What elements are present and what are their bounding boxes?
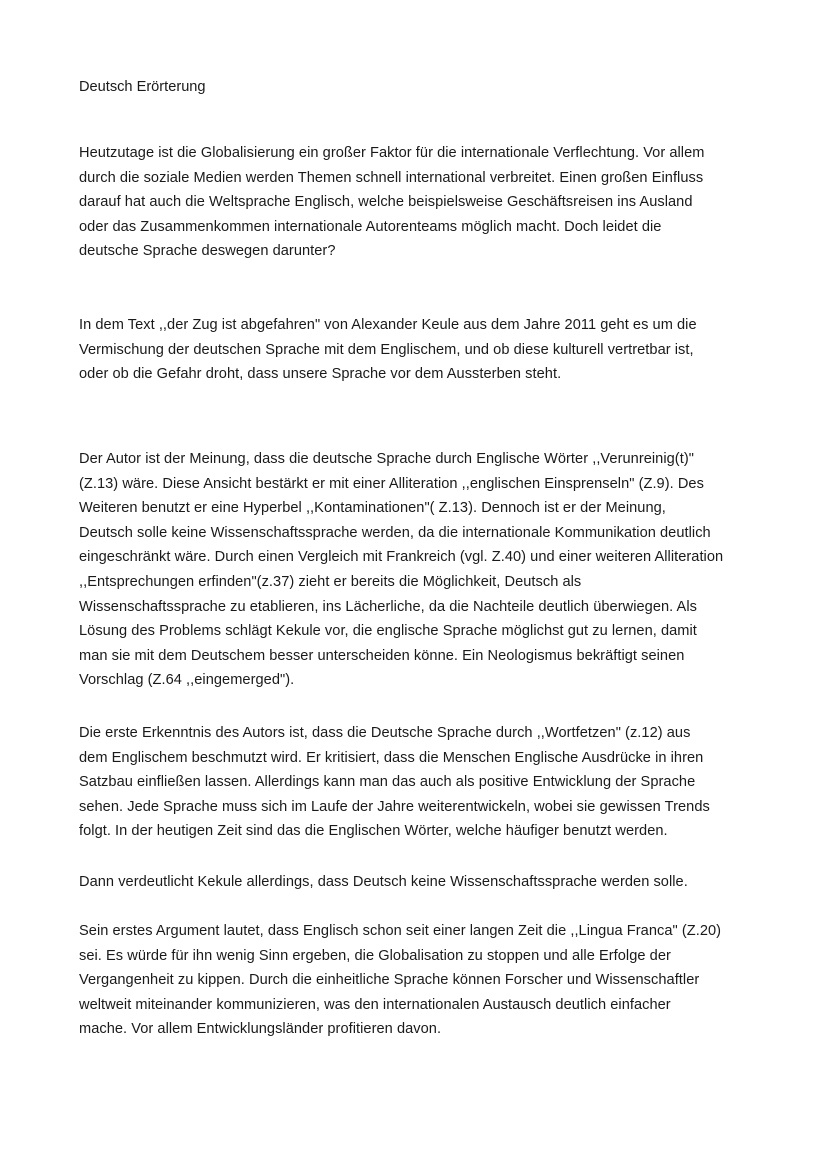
text-line: (Z.13) wäre. Diese Ansicht bestärkt er mit einer Alliteration ,,englischen Einsprenseln" (Z.9). Des [79, 475, 704, 492]
text-line: sei. Es würde für ihn wenig Sinn ergeben, die Globalisation zu stoppen und alle Erfolge der [79, 947, 671, 964]
paragraph-first-insight [79, 721, 759, 844]
text-line: darauf hat auch die Weltsprache Englisch, welche beispielsweise Geschäftsreisen ins Ausland [79, 194, 693, 211]
text-line: Deutsch solle keine Wissenschaftssprache werden, da die internationale Kommunikation deutlich [79, 524, 711, 541]
paragraph-first-argument [79, 919, 759, 1042]
text-line: eingeschränkt wäre. Durch einen Vergleich mit Frankreich (vgl. Z.40) und einer weiteren Alliteration [79, 549, 724, 566]
text-line: Dann verdeutlicht Kekule allerdings, dass Deutsch keine Wissenschaftssprache werden solle. [79, 874, 688, 890]
text-line: Vermischung der deutschen Sprache mit dem Englischem, und ob diese kulturell vertretbar ist, [79, 341, 694, 358]
text-line: sehen. Jede Sprache muss sich im Laufe der Jahre weiterentwickeln, wobei sie gewissen Trends [79, 798, 710, 815]
text-line: folgt. In der heutigen Zeit sind das die Englischen Wörter, welche häufiger benutzt werden. [79, 823, 668, 840]
text-line: dem Englischem beschmutzt wird. Er kritisiert, dass die Menschen Englische Ausdrücke in ihren [79, 749, 704, 766]
text-line: deutsche Sprache deswegen darunter? [79, 243, 336, 260]
text-line: Vorschlag (Z.64 ,,eingemerged"). [79, 672, 295, 689]
text-line: weltweit miteinander kommunizieren, was den internationalen Austausch deutlich einfacher [79, 996, 671, 1013]
text-line: oder ob die Gefahr droht, dass unsere Sprache vor dem Aussterben steht. [79, 366, 562, 383]
text-line: In dem Text ,,der Zug ist abgefahren" von Alexander Keule aus dem Jahre 2011 geht es um die [79, 317, 697, 333]
text-line: Weiteren benutzt er eine Hyperbel ,,Kontaminationen"( Z.13). Dennoch ist er der Meinung, [79, 500, 666, 517]
paragraph-transition [79, 870, 759, 895]
text-line: man sie mit dem Deutschem besser unterscheiden könne. Ein Neologismus bekräftigt seinen [79, 647, 685, 664]
paragraph-text-summary [79, 313, 759, 387]
text-line: Lösung des Problems schlägt Kekule vor, die englische Sprache möglichst gut zu lernen, damit [79, 623, 697, 640]
text-line: Der Autor ist der Meinung, dass die deutsche Sprache durch Englische Wörter ,,Verunreinig(t)" [79, 451, 694, 467]
text-line: durch die soziale Medien werden Themen schnell international verbreitet. Einen großen Einfluss [79, 169, 704, 186]
text-line: ,,Entsprechungen erfinden"(z.37) zieht er bereits die Möglichkeit, Deutsch als [79, 573, 582, 590]
text-line: mache. Vor allem Entwicklungsländer profitieren davon. [79, 1021, 442, 1038]
text-line: Satzbau einfließen lassen. Allerdings kann man das auch als positive Entwicklung der Sprache [79, 774, 696, 791]
text-line: Die erste Erkenntnis des Autors ist, dass die Deutsche Sprache durch ,,Wortfetzen" (z.12) aus [79, 725, 691, 741]
text-line: Sein erstes Argument lautet, dass Englisch schon seit einer langen Zeit die ,,Lingua Franca" (Z.20) [79, 923, 722, 939]
paragraph-author-opinion [79, 447, 759, 693]
text-line: Heutzutage ist die Globalisierung ein großer Faktor für die internationale Verflechtung. Vor allem [79, 145, 705, 161]
text-line: Wissenschaftssprache zu etablieren, ins Lächerliche, da die Nachteile deutlich überwiegen. Als [79, 598, 697, 615]
document-title: Deutsch Erörterung [79, 79, 206, 95]
text-line: Vergangenheit zu kippen. Durch die einheitliche Sprache können Forscher und Wissenschaftler [79, 972, 700, 989]
text-line: oder das Zusammenkommen internationale Autorenteams möglich macht. Doch leidet die [79, 218, 662, 235]
paragraph-introduction [79, 141, 759, 264]
